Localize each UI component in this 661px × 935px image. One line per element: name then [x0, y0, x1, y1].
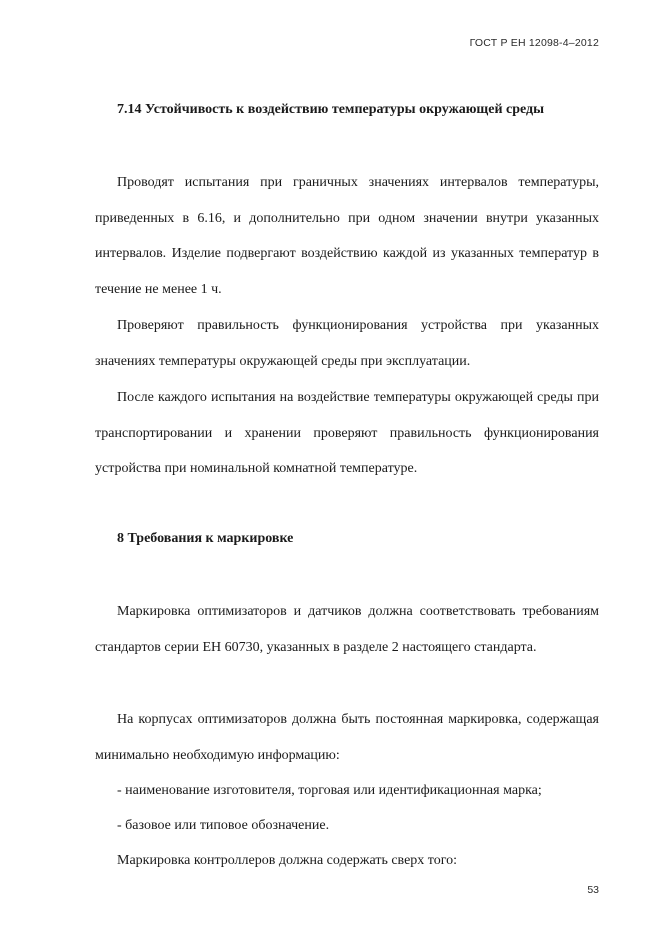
paragraph: На корпусах оптимизаторов должна быть постоянная маркировка, содержащая минимально необходимую информацию:: [95, 712, 599, 763]
list-item: - наименование изготовителя, торговая или идентификационная марка;: [117, 783, 542, 798]
page-number: 53: [587, 884, 599, 896]
list-item: - базовое или типовое обозначение.: [117, 818, 330, 833]
standard-code-header: ГОСТ Р ЕН 12098-4–2012: [469, 37, 599, 49]
section-heading-8: 8 Требования к маркировке: [117, 531, 294, 546]
paragraph: Маркировка контроллеров должна содержать сверх того:: [117, 853, 458, 868]
paragraph: После каждого испытания на воздействие температуры окружающей среды при транспортировании и хранении проверяют правильность функционирования устройства при номинальной комнатной температуре.: [95, 390, 599, 476]
paragraph: Проверяют правильность функционирования устройства при указанных значениях температуры окружающей среды при эксплуатации.: [95, 318, 599, 369]
paragraph: Маркировка оптимизаторов и датчиков должна соответствовать требованиям стандартов серии ЕН 60730, указанных в разделе 2 настоящего стандарта.: [95, 604, 599, 655]
paragraph: Проводят испытания при граничных значениях интервалов температуры, приведенных в 6.16, и дополнительно при одном значении внутри указанных интервалов. Изделие подвергают воздействию каждой из указанных температур в течение не менее 1 ч.: [95, 175, 599, 297]
section-heading-7-14: 7.14 Устойчивость к воздействию температуры окружающей среды: [117, 102, 545, 117]
